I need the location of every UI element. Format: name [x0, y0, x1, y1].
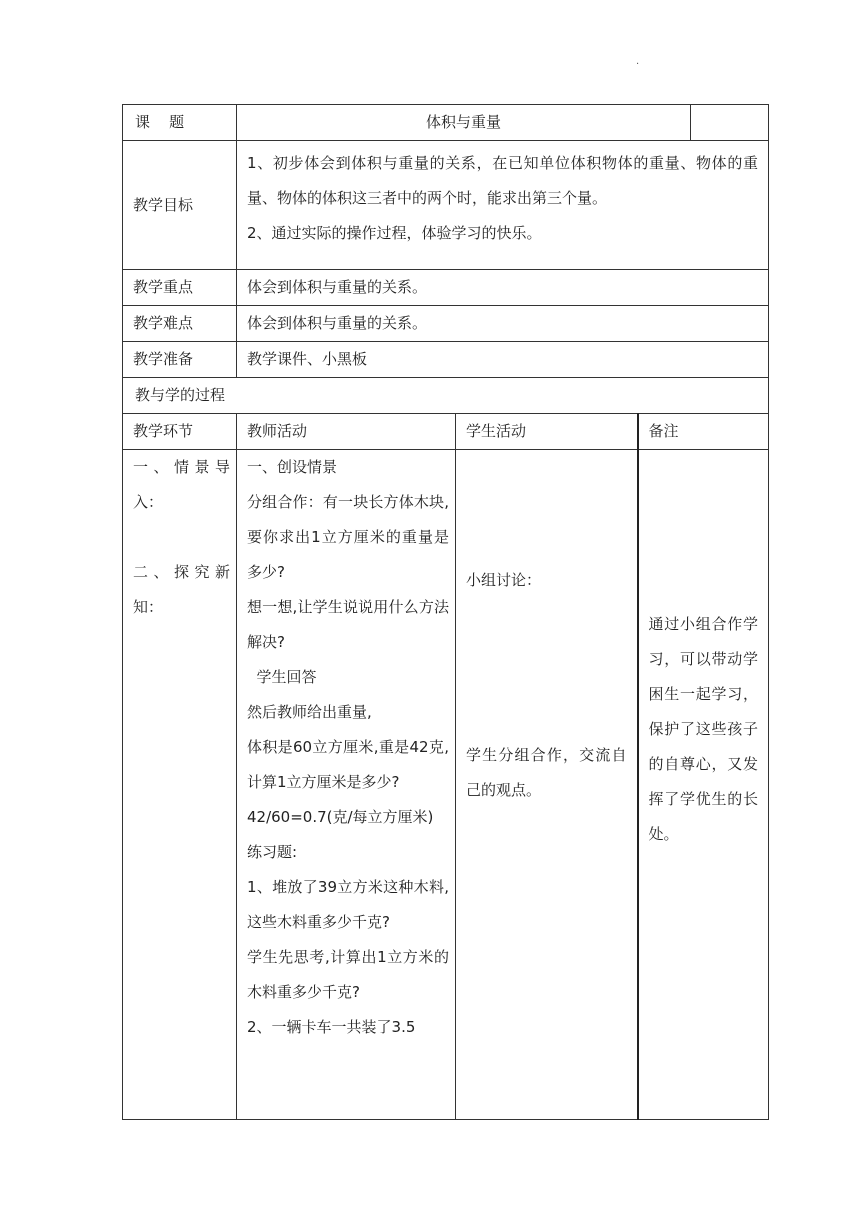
process-body-row — [123, 450, 769, 1120]
teacher-line-4: 学生回答 — [247, 668, 317, 686]
lesson-plan-table — [122, 104, 769, 1120]
difficulty-row — [123, 306, 769, 342]
header-teacher: 教师活动 — [237, 414, 456, 450]
header-student: 学生活动 — [456, 414, 638, 450]
teacher-line-2: 分组合作：有一块长方体木块,要你求出1立方厘米的重量是多少? — [247, 493, 449, 581]
process-header-row — [123, 414, 769, 450]
teacher-exercise-1: 1、堆放了39立方米这种木料,这些木料重多少千克? — [247, 878, 449, 931]
topic-extra-cell — [691, 105, 769, 141]
topic-row — [123, 105, 769, 141]
difficulty-value: 体会到体积与重量的关系。 — [237, 306, 769, 342]
goals-row — [123, 141, 769, 270]
student-gap-3 — [466, 598, 627, 738]
stage-explore: 二、探究新知： — [133, 563, 230, 616]
stage-cell — [123, 450, 237, 1120]
teacher-line-6: 体积是60立方厘米,重是42克,计算1立方厘米是多少? — [247, 738, 449, 791]
teacher-line-8: 练习题: — [247, 843, 298, 861]
student-activity-cell — [456, 450, 638, 1120]
header-stage: 教学环节 — [123, 414, 237, 450]
stage-intro: 一、情景导入： — [133, 458, 230, 511]
teacher-line-5: 然后教师给出重量, — [247, 703, 372, 721]
process-title-row — [123, 378, 769, 414]
focus-value: 体会到体积与重量的关系。 — [237, 270, 769, 306]
teacher-line-1: 一、创设情景 — [247, 458, 338, 476]
note-text: 通过小组合作学习，可以带动学困生一起学习，保护了这些孩子的自尊心，又发挥了学优生的长处。 — [648, 615, 759, 843]
focus-label: 教学重点 — [123, 270, 237, 306]
stage-gap — [133, 520, 230, 555]
topic-label: 课 题 — [123, 105, 237, 141]
goal-item-1: 1、初步体会到体积与重量的关系，在已知单位体积物体的重量、物体的重量、物体的体积这三者中的两个时，能求出第三个量。 — [247, 154, 759, 207]
focus-row — [123, 270, 769, 306]
prep-label: 教学准备 — [123, 342, 237, 378]
teacher-activity-cell — [237, 450, 456, 1120]
student-group-work: 学生分组合作，交流自己的观点。 — [466, 746, 627, 799]
teacher-line-3: 想一想,让学生说说用什么方法解决? — [247, 598, 449, 651]
header-note: 备注 — [638, 414, 769, 450]
student-gap-2 — [466, 485, 627, 563]
goal-item-2: 2、通过实际的操作过程，体验学习的快乐。 — [247, 224, 542, 242]
difficulty-label: 教学难点 — [123, 306, 237, 342]
student-gap-1 — [466, 450, 627, 485]
topic-value: 体积与重量 — [237, 105, 691, 141]
student-discussion: 小组讨论： — [466, 571, 542, 589]
prep-value: 教学课件、小黑板 — [237, 342, 769, 378]
process-title: 教与学的过程 — [123, 378, 769, 414]
page-mark: . — [636, 56, 640, 67]
teacher-formula: 42/60=0.7(克/每立方厘米) — [247, 808, 434, 826]
goals-content — [237, 141, 769, 270]
teacher-line-10: 学生先思考,计算出1立方米的木料重多少千克? — [247, 948, 449, 1001]
note-cell — [638, 450, 769, 1120]
goals-label: 教学目标 — [123, 141, 237, 270]
prep-row — [123, 342, 769, 378]
teacher-exercise-2: 2、一辆卡车一共装了3.5 — [247, 1018, 416, 1036]
